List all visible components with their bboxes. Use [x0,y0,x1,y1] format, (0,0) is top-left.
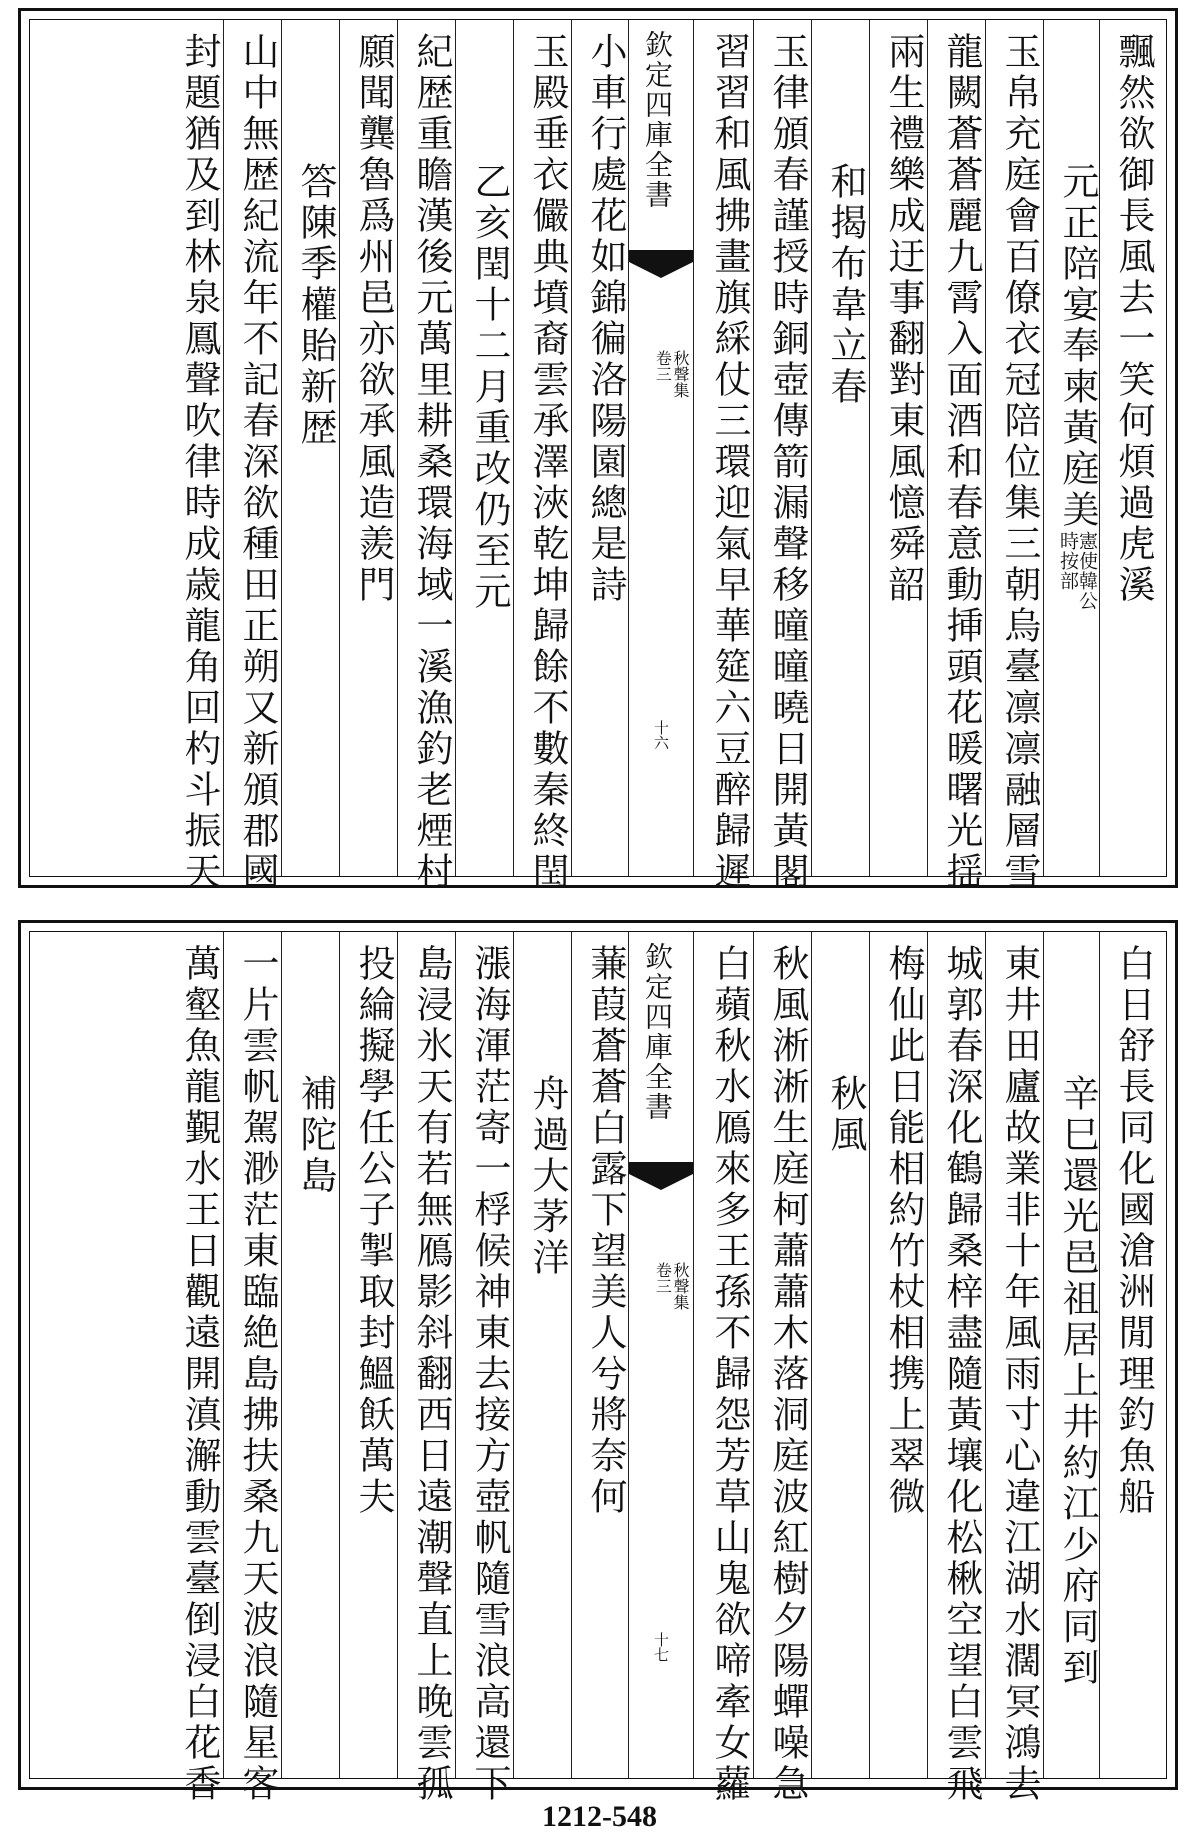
poem-title: 答陳季權貽新歴 [294,162,337,449]
text-column: 島浸氷天有若無鴈影斜翻西日遠潮聲直上晚雲孤 [410,944,453,1805]
poem-title: 和揭布韋立春 [824,162,867,408]
text-column: 秋風淅淅生庭柯蕭蕭木落洞庭波紅樹夕陽蟬噪急 [766,944,809,1805]
poem-title: 辛巳還光邑祖居上井約江少府同到 [1056,1074,1099,1689]
text-column: 玉律頒春謹授時銅壺傳箭漏聲移曈曈曉日開黃閣 [766,32,809,893]
text-column: 願聞龔魯爲州邑亦欲承風造羨門 [352,32,395,606]
center-fold-volume [654,1262,689,1310]
text-column: 城郭春深化鶴歸桑梓盡隨黃壤化松楸空望白雲飛 [940,944,983,1805]
text-column: 龍闕蒼蒼麗九霄入面酒和春意動挿頭花暖曙光揺 [940,32,983,893]
text-column: 玉帛充庭會百僚衣冠陪位集三朝烏臺凛凛融層雪 [998,32,1041,893]
center-fold [628,20,694,876]
folio-number: 十六 [652,720,670,750]
poem-title [1056,32,1099,864]
poem-title: 舟過大茅洋 [526,1074,569,1279]
center-fold-title: 欽定四庫全書 [641,30,674,210]
center-fold-title: 欽定四庫全書 [641,942,674,1122]
text-column: 玉殿垂衣儼典墳裔雲承澤浹乾坤歸餘不數秦終閏 [526,32,569,893]
text-column: 小車行處花如錦徧洛陽園總是詩 [584,32,627,606]
text-column: 梅仙此日能相約竹杖相携上翠微 [882,944,925,1518]
annotation-line: 時按部 [1057,531,1079,591]
text-column: 習習和風拂畫旗綵仗三環迎氣早華筵六豆醉歸遲 [708,32,751,893]
text-column: 一片雲帆駕渺茫東臨絶島拂扶桑九天波浪隨星客 [236,944,279,1805]
text-column: 紀歴重瞻漢後元萬里耕桑環海域一溪漁釣老煙村 [410,32,453,893]
top-page-frame [29,19,1167,893]
top-page-panel [18,8,1178,893]
text-column: 白蘋秋水鴈來多王孫不歸怨芳草山鬼欲啼牽女蘿 [708,944,751,1805]
fishtail-mark-icon [629,250,693,282]
annotation-note [1058,531,1096,611]
page-number: 1212-548 [542,1800,657,1833]
volume-line: 秋聲集 [671,350,690,398]
annotation-line: 憲使韓公 [1076,531,1098,611]
text-column: 蒹葭蒼蒼白露下望美人兮將奈何 [584,944,627,1518]
text-column: 山中無歴紀流年不記春深欲種田正朔又新頒郡國 [236,32,279,893]
poem-title: 乙亥閏十二月重改仍至元 [468,162,511,613]
text-column: 飄然欲御長風去一笑何煩過虎溪 [1112,32,1155,606]
volume-line: 秋聲集 [671,1262,690,1310]
bottom-page-panel [18,920,1178,1805]
volume-line: 卷三 [653,350,673,382]
poem-title: 補陀島 [294,1074,337,1197]
text-column: 投綸擬學任公子掣取封鰮飫萬夫 [352,944,395,1518]
fishtail-mark-icon [629,1162,693,1194]
center-fold-volume [654,350,689,398]
bottom-page-frame [29,931,1167,1805]
poem-title: 秋風 [824,1074,867,1156]
text-column: 封題猶及到林泉鳳聲吹律時成歳龍角回杓斗振天 [178,32,221,893]
poem-title-text: 元正陪宴奉柬黃庭美 [1056,162,1099,531]
text-column: 東井田廬故業非十年風雨寸心違江湖水濶冥鴻去 [998,944,1041,1805]
text-column: 白日舒長同化國滄洲閒理釣魚船 [1112,944,1155,1518]
text-column: 漲海渾茫寄一桴候神東去接方壺帆隨雪浪高還下 [468,944,511,1805]
text-column: 萬壑魚龍覲水王日觀遠開滇澥動雲臺倒浸白花香 [178,944,221,1805]
volume-line: 卷三 [653,1262,673,1294]
folio-number: 十七 [652,1632,670,1662]
text-column: 兩生禮樂成迂事翻對東風憶舜韶 [882,32,925,606]
center-fold [628,932,694,1778]
